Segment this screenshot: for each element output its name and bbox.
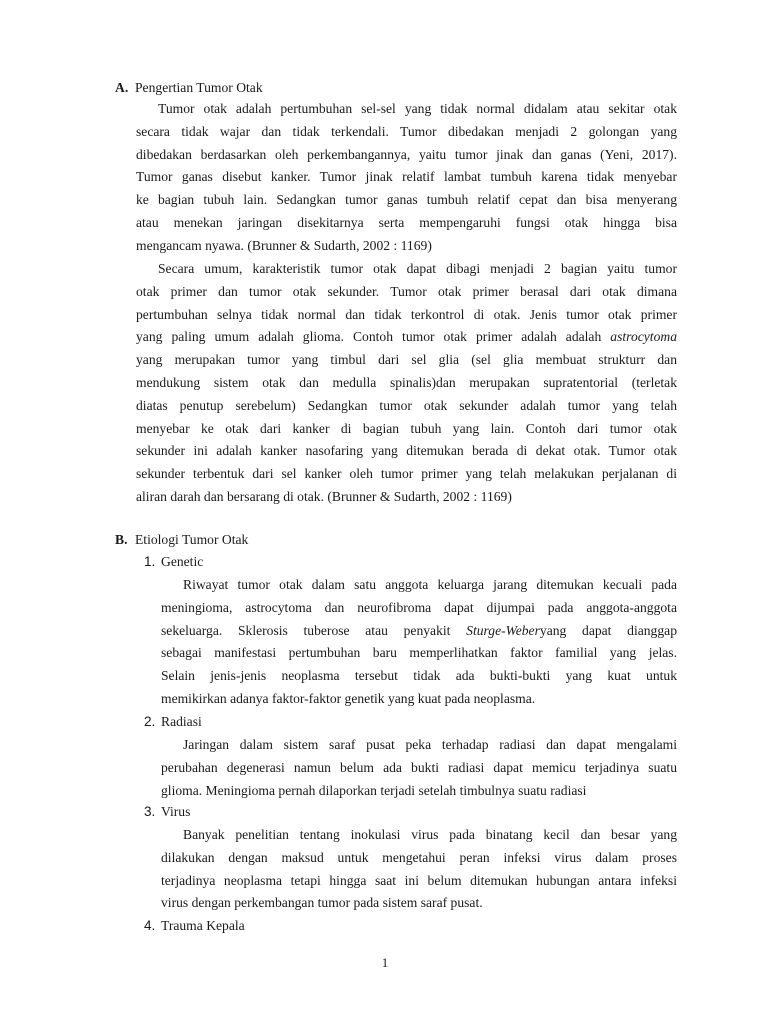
paragraph-line: terjadinya neoplasma tetapi hingga saat ini belum ditemukan hubungan antara infeksi (161, 872, 677, 888)
paragraph-line: meningioma, astrocytoma dan neurofibroma dapat dijumpai pada anggota-anggota (161, 599, 677, 615)
paragraph-line: perubahan degenerasi namun belum ada bukti radiasi dapat memicu terjadinya suatu (161, 759, 677, 775)
section-a-paragraph-2 (136, 258, 677, 509)
list-item-label: Radiasi (161, 714, 202, 729)
paragraph-line: virus dengan perkembangan tumor pada sistem saraf pusat. (161, 895, 483, 911)
list-number: 2. (144, 714, 156, 729)
paragraph-line: aliran darah dan bersarang di otak. (Brunner & Sudarth, 2002 : 1169) (136, 488, 512, 504)
etiology-item-trauma-kepala (144, 917, 344, 935)
paragraph-text: yang paling umum adalah glioma. Contoh tumor otak primer adalah adalah (136, 329, 611, 345)
paragraph-line (136, 326, 677, 349)
paragraph-line: Jaringan dalam sistem saraf pusat peka terhadap radiasi dan dapat mengalami (183, 737, 677, 752)
italic-term-sturge-weber: Sturge-Weber (466, 622, 540, 638)
paragraph-line: atau menekan jaringan disekitarnya serta mempengaruhi fungsi otak hingga bisa (136, 214, 677, 230)
paragraph-line: Selain jenis-jenis neoplasma tersebut tidak ada bukti-bukti yang kuat untuk (161, 668, 677, 684)
list-item-label: Trauma Kepala (161, 918, 245, 933)
list-item-label: Virus (161, 804, 191, 819)
section-b-heading (115, 531, 415, 549)
etiology-item-virus (144, 803, 344, 821)
paragraph-line: otak primer dan tumor otak sekunder. Tumor otak primer berasal dari otak dimana (136, 283, 677, 299)
section-a-paragraph-1 (136, 98, 677, 258)
radiasi-paragraph (161, 734, 677, 802)
page-number: 1 (381, 955, 389, 970)
list-item-label: Genetic (161, 554, 204, 569)
paragraph-line (161, 620, 677, 643)
paragraph-line: Riwayat tumor otak dalam satu anggota keluarga jarang ditemukan kecuali pada (183, 577, 677, 592)
section-b-letter: B. (115, 532, 128, 547)
etiology-item-radiasi (144, 713, 344, 731)
paragraph-line: dilakukan dengan maksud untuk mengetahui peran infeksi virus dalam proses (161, 849, 677, 865)
paragraph-line: sekunder ini adalah kanker nasofaring yang ditemukan berada di dekat otak. Tumor otak (136, 443, 677, 459)
paragraph-line: mendukung sistem otak dan medulla spinalis)dan merupakan supratentorial (terletak (136, 374, 677, 390)
paragraph-line: mengancam nyawa. (Brunner & Sudarth, 2002 : 1169) (136, 237, 432, 253)
paragraph-line: menyebar ke otak dari kanker di bagian tubuh yang lain. Contoh dari tumor otak (136, 420, 677, 436)
paragraph-line: Banyak penelitian tentang inokulasi virus pada binatang kecil dan besar yang (183, 827, 677, 842)
list-number: 3. (144, 804, 156, 819)
italic-term-astrocytoma: astrocytoma (610, 329, 677, 345)
virus-paragraph (161, 824, 677, 915)
paragraph-line: Secara umum, karakteristik tumor otak dapat dibagi menjadi 2 bagian yaitu tumor (158, 261, 677, 276)
paragraph-line: memikirkan adanya faktor-faktor genetik yang kuat pada neoplasma. (161, 690, 536, 706)
section-a-title: Pengertian Tumor Otak (135, 80, 263, 95)
paragraph-line: secara tidak wajar dan tidak terkendali. Tumor dibedakan menjadi 2 golongan yang (136, 123, 677, 139)
paragraph-line: glioma. Meningioma pernah dilaporkan terjadi setelah timbulnya suatu radiasi (161, 782, 587, 798)
paragraph-line: Tumor ganas disebut kanker. Tumor jinak relatif lambat tumbuh karena tidak menyebar (136, 169, 677, 185)
paragraph-line: yang merupakan tumor yang timbul dari sel glia (sel glia membuat strukturr dan (136, 352, 677, 368)
paragraph-line: ke bagian tubuh lain. Sedangkan tumor ganas tumbuh relatif cepat dan bisa menyerang (136, 192, 677, 208)
paragraph-text: sekeluarga. Sklerosis tuberose atau penyakit (161, 622, 467, 638)
list-number: 4. (144, 918, 156, 933)
paragraph-text: yang dapat dianggap (539, 622, 677, 638)
paragraph-line: dibedakan berdasarkan oleh perkembangannya, yaitu tumor jinak dan ganas (Yeni, 2017). (136, 146, 677, 162)
paragraph-line: Tumor otak adalah pertumbuhan sel-sel yang tidak normal didalam atau sekitar otak (158, 101, 677, 116)
paragraph-line: pertumbuhan selnya tidak normal dan tidak terkontrol di otak. Jenis tumor otak primer (136, 306, 677, 322)
paragraph-line: sekunder terbentuk dari sel kanker oleh tumor primer yang telah melakukan perjalanan di (136, 466, 677, 482)
section-a-letter: A. (115, 80, 129, 95)
etiology-item-genetic (144, 553, 344, 571)
section-a-heading (115, 79, 415, 97)
paragraph-line: sebagai manifestasi pertumbuhan baru memperlihatkan faktor familial yang jelas. (161, 645, 677, 661)
genetic-paragraph (161, 574, 677, 711)
section-b-title: Etiologi Tumor Otak (135, 532, 249, 547)
list-number: 1. (144, 554, 156, 569)
paragraph-line: diatas penutup serebelum) Sedangkan tumor otak sekunder adalah tumor yang telah (136, 397, 677, 413)
